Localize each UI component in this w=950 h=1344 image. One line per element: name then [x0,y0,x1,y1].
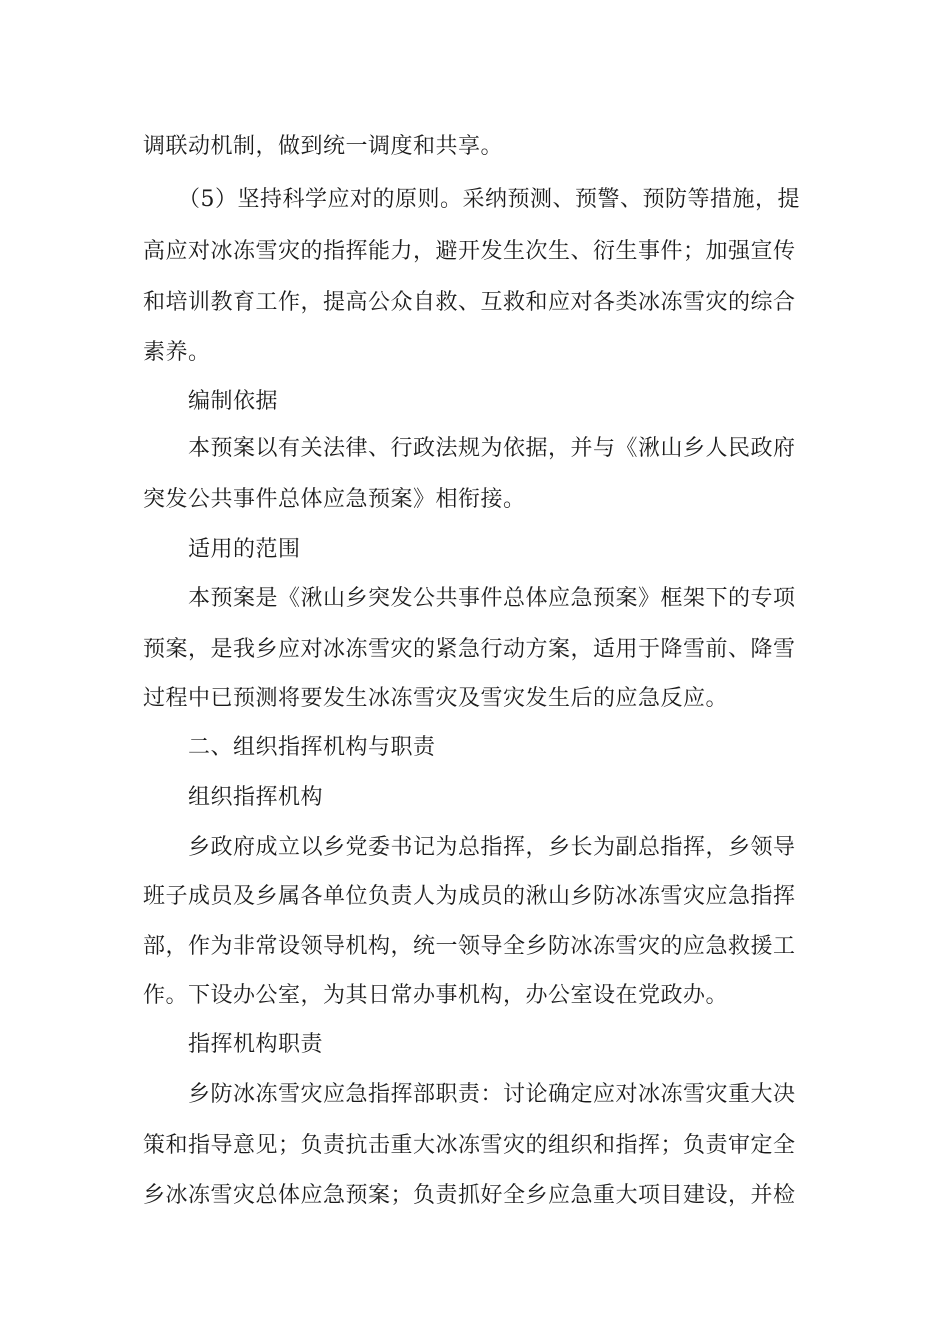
paragraph-line: 突发公共事件总体应急预案》相衔接。 [143,487,526,512]
paragraph-line: 高应对冰冻雪灾的指挥能力，避开发生次生、衍生事件；加强宣传 [143,239,796,264]
paragraph-line: 乡冰冻雪灾总体应急预案；负责抓好全乡应急重大项目建设，并检 [143,1183,796,1208]
paragraph-line: 部，作为非常设领导机构，统一领导全乡防冰冻雪灾的应急救援工 [143,934,796,959]
section-heading: 指挥机构职责 [188,1032,324,1057]
section-heading: 适用的范围 [188,537,301,562]
paragraph-line: 和培训教育工作，提高公众自救、互救和应对各类冰冻雪灾的综合 [143,290,796,315]
paragraph-line: 策和指导意见；负责抗击重大冰冻雪灾的组织和指挥；负责审定全 [143,1133,796,1158]
section-heading: 编制依据 [188,389,279,414]
section-heading: 组织指挥机构 [188,785,324,810]
paragraph-line: （5）坚持科学应对的原则。采纳预测、预警、预防等措施，提 [178,187,800,212]
paragraph-line: 乡政府成立以乡党委书记为总指挥，乡长为副总指挥，乡领导 [188,835,796,860]
paragraph-line: 预案，是我乡应对冰冻雪灾的紧急行动方案，适用于降雪前、降雪 [143,637,796,662]
paragraph-line: 调联动机制，做到统一调度和共享。 [143,134,504,159]
paragraph-line: 素养。 [143,340,211,365]
section-heading: 二、组织指挥机构与职责 [188,735,436,760]
paragraph-line: 作。下设办公室，为其日常办事机构，办公室设在党政办。 [143,983,729,1008]
paragraph-line: 班子成员及乡属各单位负责人为成员的湫山乡防冰冻雪灾应急指挥 [143,884,796,909]
paragraph-line: 本预案以有关法律、行政法规为依据，并与《湫山乡人民政府 [188,436,796,461]
paragraph-line: 过程中已预测将要发生冰冻雪灾及雪灾发生后的应急反应。 [143,686,729,711]
paragraph-line: 本预案是《湫山乡突发公共事件总体应急预案》框架下的专项 [188,586,796,611]
paragraph-line: 乡防冰冻雪灾应急指挥部职责：讨论确定应对冰冻雪灾重大决 [188,1082,796,1107]
